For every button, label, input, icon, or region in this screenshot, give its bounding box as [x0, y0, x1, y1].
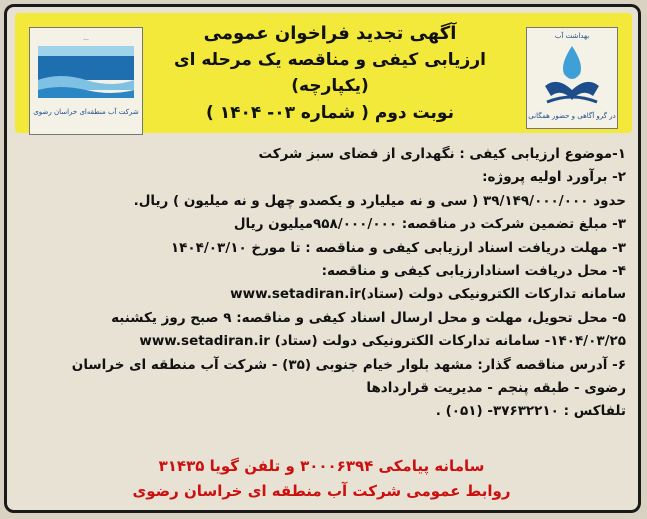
body-line: ۶- آدرس مناقصه گذار: مشهد بلوار خیام جنوبی (۳۵) - شرکت آب منطقه ای خراسان — [71, 356, 626, 373]
left-logo-caption: شرکت آب منطقه‌ای خراسان رضوی — [33, 108, 139, 116]
waves-logo-icon — [30, 28, 142, 134]
body-line: سامانه تدارکات الکترونیکی دولت (ستاد)www.setadiran.ir — [230, 286, 626, 303]
notice-round: نوبت دوم ( شماره ۰۳- ۱۴۰۴ ) — [206, 103, 454, 123]
body-line: ۱-موضوع ارزیابی کیفی : نگهداری از فضای سبز شرکت — [258, 146, 626, 162]
body-line: حدود ۳۹/۱۴۹/۰۰۰/۰۰۰ ( سی و نه میلیارد و یکصدو چهل و نه میلیون ) ریال. — [133, 192, 626, 209]
body-line: ۵- محل تحویل، مهلت و محل ارسال اسناد کیفی و مناقصه: ۹ صبح روز یکشنبه — [111, 309, 626, 326]
right-logo-caption: در گرو آگاهی و حضور همگانی — [528, 112, 616, 120]
water-consumption-logo — [526, 27, 618, 129]
notice-frame — [4, 4, 641, 513]
body-line: ۳- مبلغ تضمین شرکت در مناقصه: ۹۵۸/۰۰۰/۰۰۰میلیون ریال — [233, 216, 626, 233]
body-line: ۴- محل دریافت اسنادارزیابی کیفی و مناقصه: — [321, 263, 626, 280]
title-block — [155, 21, 505, 127]
water-company-logo — [29, 27, 143, 135]
body-line: تلفاکس : ۳۷۶۳۲۲۱۰- (۰۵۱) . — [435, 403, 626, 420]
footer-pr-line: روابط عمومی شرکت آب منطقه ای خراسان رضوی — [132, 482, 511, 500]
body-line: ۲- برآورد اولیه پروژه: — [482, 169, 626, 186]
notice-body — [21, 143, 626, 424]
body-line: ۳- مهلت دریافت اسناد ارزیابی کیفی و مناقصه : تا مورخ ۱۴۰۴/۰۳/۱۰ — [170, 239, 626, 256]
notice-subtitle: ارزیابی کیفی و مناقصه یک مرحله ای (یکپارچه) — [174, 50, 486, 96]
notice-title: آگهی تجدید فراخوان عمومی — [203, 23, 457, 44]
footer-sms-line: سامانه پیامکی ۳۰۰۰۶۳۹۴ و تلفن گویا ۳۱۴۳۵ — [158, 457, 485, 475]
right-logo-top: بهداشت آب — [554, 32, 590, 40]
body-line: رضوی - طبقه پنجم - مدیریت قراردادها — [366, 380, 626, 397]
svg-text:...: ... — [83, 35, 89, 42]
notice-header — [15, 13, 632, 133]
body-line: ۱۴۰۴/۰۳/۲۵- سامانه تدارکات الکترونیکی دولت (ستاد) www.setadiran.ir — [139, 333, 626, 350]
